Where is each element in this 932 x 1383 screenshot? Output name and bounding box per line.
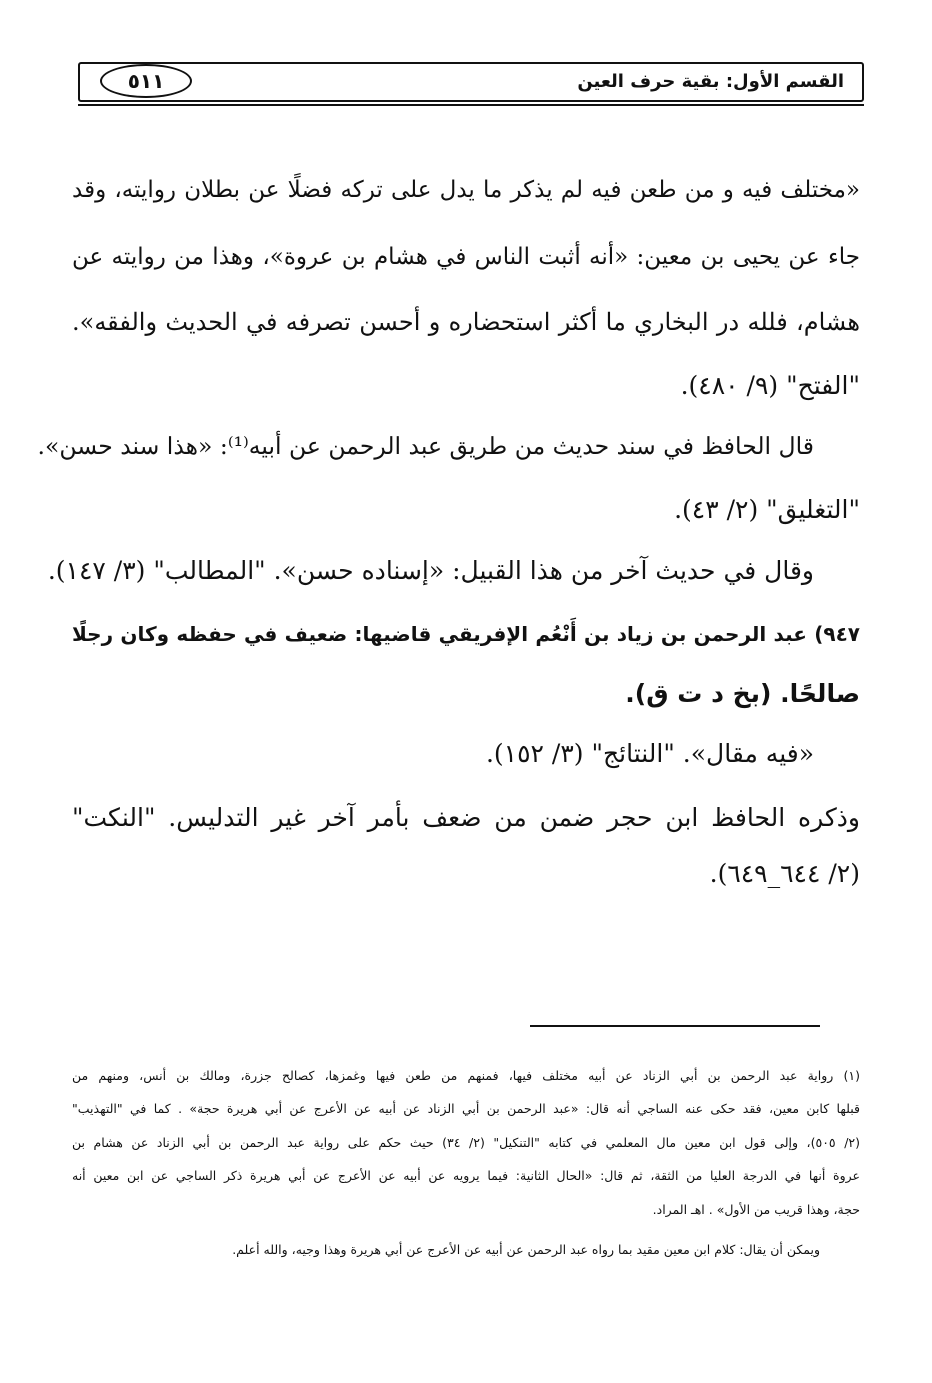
footnote-line: حجة، وهذا قريب من الأول» . اهـ المراد.	[652, 1202, 860, 1217]
running-header-title: القسم الأول: بقية حرف العين	[577, 71, 844, 92]
footnote-separator	[530, 1025, 820, 1027]
footnote-line: (٢/ ٥٠٥)، وإلى قول ابن معين مال المعلمي في كتابه "التنكيل" (٢/ ٣٤) حيث حكم على رواية عبد الرحمن بن أبي الزناد عن هشام بن	[72, 1135, 861, 1150]
footnote-line: قبلها كابن معين، فقد حكى عنه الساجي أنه قال: «عبد الرحمن بن أبي الزناد عن أبيه عن الأعرج عن أبي هريرة حجة» . كما في "التهذيب"	[72, 1101, 860, 1116]
body-line: وقال في حديث آخر من هذا القبيل: «إسناده حسن». "المطالب" (٣/ ١٤٧).	[47, 556, 814, 585]
body-line: جاء عن يحيى بن معين: «أنه أثبت الناس في هشام بن عروة»، وهذا من روايته عن	[72, 244, 860, 270]
body-line: «فيه مقال». "النتائج" (٣/ ١٥٢).	[485, 739, 814, 768]
body-line: «مختلف فيه و من طعن فيه لم يذكر ما يدل على تركه فضلًا عن بطلان روايته، وقد	[72, 177, 860, 203]
footnote-line: عروة أنها في الدرجة العليا من الثقة، ثم قال: «الحال الثانية: فيما يرويه عن أبيه عن الأعرج عن أبي هريرة ذكر الساجي عن ابن معين أنه	[72, 1168, 860, 1183]
entry-heading-line: صالحًا. (بخ د ت ق).	[625, 679, 860, 708]
footnote-line: (١) رواية عبد الرحمن بن أبي الزناد عن أبيه مختلف فيها، فمنهم من طعن فيها وغمزها، كصالح جزرة، ومالك بن أنس، ومنهم من	[72, 1068, 860, 1083]
body-line: هشام، فلله در البخاري ما أكثر استحضاره و أحسن تصرفه في الحديث والفقه».	[72, 308, 860, 336]
citation-line: (٢/ ٦٤٤_٦٤٩).	[709, 859, 860, 888]
citation-line: "الفتح" (٩/ ٤٨٠).	[680, 371, 860, 400]
citation-line: "التغليق" (٢/ ٤٣).	[674, 495, 860, 524]
body-line: قال الحافظ في سند حديث من طريق عبد الرحمن عن أبيه⁽¹⁾: «هذا سند حسن».	[37, 432, 814, 460]
header-rule	[78, 104, 864, 106]
entry-heading-line: ٩٤٧) عبد الرحمن بن زياد بن أَنْعُم الإفريقي قاضيها: ضعيف في حفظه وكان رجلًا	[72, 622, 860, 646]
body-line: وذكره الحافظ ابن حجر ضمن من ضعف بأمر آخر غير التدليس. "النكت"	[72, 803, 860, 832]
footnote-line: ويمكن أن يقال: كلام ابن معين مقيد بما رواه عبد الرحمن عن أبيه عن الأعرج عن أبي هريرة وهذا وجيه، والله أعلم.	[232, 1242, 820, 1257]
page-number: ٥١١	[100, 64, 192, 98]
